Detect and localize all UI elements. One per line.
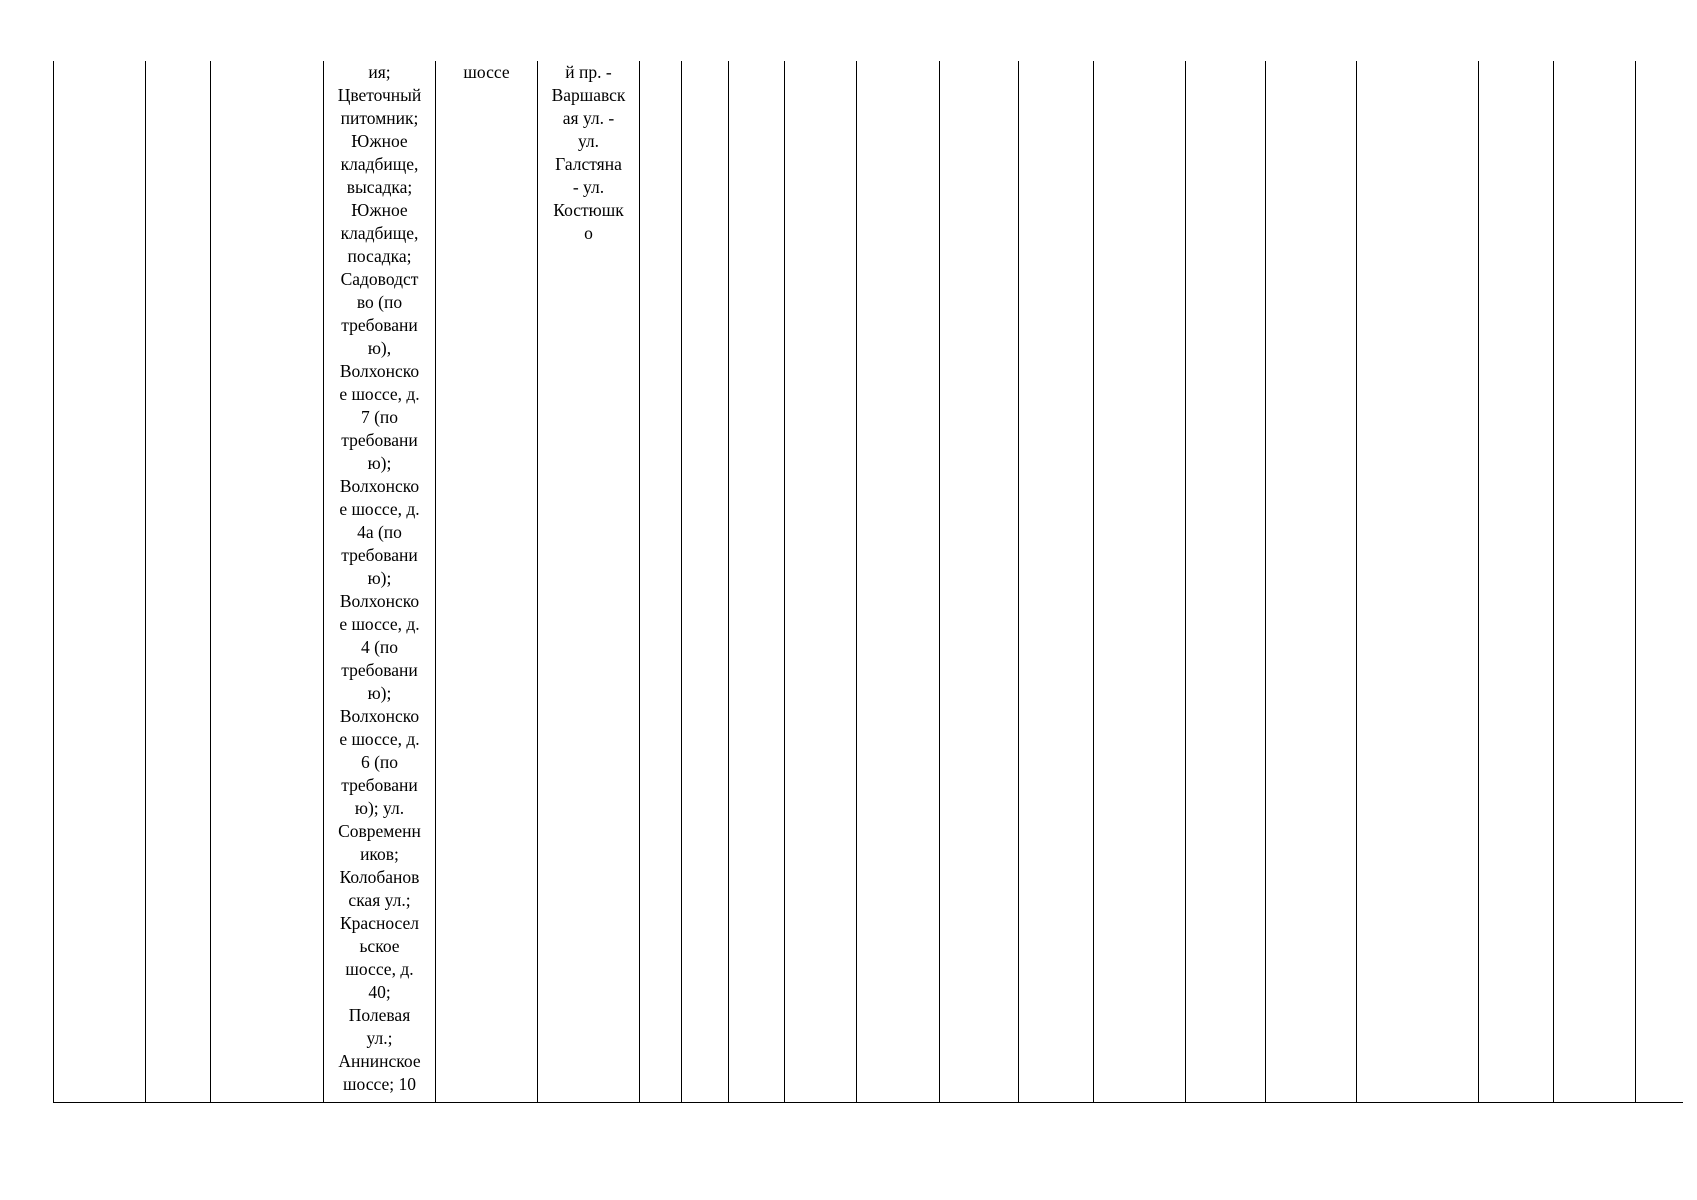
cell-text-line: ул. xyxy=(577,131,600,151)
table-cell-col-13 xyxy=(1019,61,1094,1103)
cell-text-line: Южное xyxy=(351,200,408,220)
cell-text-line: ю); xyxy=(367,453,392,473)
table-cell-col-1 xyxy=(54,61,146,1103)
cell-text-line: требовани xyxy=(341,660,418,680)
cell-text-line: е шоссе, д. xyxy=(339,614,420,634)
table-cell-col-9 xyxy=(729,61,785,1103)
table-cell-col-18 xyxy=(1479,61,1554,1103)
cell-text-line: питомник; xyxy=(340,108,419,128)
cell-text-line: ьское xyxy=(359,936,400,956)
cell-text-line: Цветочный xyxy=(337,85,422,105)
cell-text-line: Красносел xyxy=(340,913,419,933)
stops-cell xyxy=(324,61,436,1103)
table-cell-col-7 xyxy=(640,61,682,1103)
table-cell-col-11 xyxy=(857,61,940,1103)
cell-text-line: Колобанов xyxy=(339,867,420,887)
cell-text-line: ская ул.; xyxy=(348,890,411,910)
cell-text-line: требовани xyxy=(341,430,418,450)
table-cell-col-14 xyxy=(1094,61,1186,1103)
cell-text-line: Аннинское xyxy=(338,1051,421,1071)
cell-text-line: Полевая xyxy=(348,1005,411,1025)
table-cell-col-19 xyxy=(1554,61,1636,1103)
cell-text-line: требовани xyxy=(341,315,418,335)
cell-text-line: шоссе; 10 xyxy=(343,1074,416,1094)
route-path-cell xyxy=(538,61,640,1103)
route-table xyxy=(53,61,1683,1103)
cell-text-line: Волхонско xyxy=(339,591,420,611)
cell-text-line: 40; xyxy=(368,982,391,1002)
table-cell-col-3 xyxy=(211,61,324,1103)
table-cell-col-12 xyxy=(940,61,1019,1103)
table-cell-col-2 xyxy=(146,61,211,1103)
cell-text-line: высадка; xyxy=(346,177,413,197)
table-cell-col-16 xyxy=(1266,61,1357,1103)
cell-text-line: требовани xyxy=(341,775,418,795)
cell-text-line: е шоссе, д. xyxy=(339,499,420,519)
cell-text-line: кладбище, xyxy=(340,223,419,243)
table-cell-col-15 xyxy=(1186,61,1266,1103)
cell-text-line: е шоссе, д. xyxy=(339,729,420,749)
cell-text-line: Галстяна xyxy=(555,154,622,174)
table-row xyxy=(54,61,1683,1103)
cell-text-line: 4а (по xyxy=(357,522,402,542)
cell-text-line: кладбище, xyxy=(340,154,419,174)
cell-text-line: во (по xyxy=(356,292,403,312)
cell-text-line: о xyxy=(584,223,593,243)
cell-text-line: Варшавск xyxy=(551,85,626,105)
cell-text-line: ю); xyxy=(367,568,392,588)
cell-text-line: - ул. xyxy=(572,177,605,197)
cell-text-line: Садоводст xyxy=(340,269,419,289)
table-cell-col-20 xyxy=(1636,61,1683,1103)
table-cell-col-17 xyxy=(1357,61,1479,1103)
cell-text-line: ю); ул. xyxy=(354,798,405,818)
cell-text-line: Волхонско xyxy=(339,706,420,726)
cell-text-line: ю); xyxy=(367,683,392,703)
table-cell-col-8 xyxy=(682,61,729,1103)
cell-text-line: посадка; xyxy=(347,246,412,266)
table-cell-col-10 xyxy=(785,61,857,1103)
cell-text-line: шоссе, д. xyxy=(345,959,414,979)
cell-text-line: иков; xyxy=(360,844,399,864)
cell-text-line: ул.; xyxy=(366,1028,393,1048)
cell-text-line: Южное xyxy=(351,131,408,151)
cell-text-line: 6 (по xyxy=(360,752,399,772)
cell-text-line: ия; xyxy=(368,62,391,82)
cell-text-line: Волхонско xyxy=(339,361,420,381)
cell-text-line: Волхонско xyxy=(339,476,420,496)
cell-text-line: й пр. - xyxy=(565,62,612,82)
cell-text-line: ю), xyxy=(367,338,392,358)
cell-text-line: требовани xyxy=(341,545,418,565)
cell-text-line: 4 (по xyxy=(360,637,399,657)
cell-text-line: Костюшк xyxy=(553,200,624,220)
cell-text-line: ая ул. - xyxy=(562,108,615,128)
cell-text-line: Современн xyxy=(338,821,421,841)
street-cell xyxy=(436,61,538,1103)
cell-text-line: 7 (по xyxy=(360,407,399,427)
cell-text-line: шоссе xyxy=(463,62,510,82)
cell-text-line: е шоссе, д. xyxy=(339,384,420,404)
